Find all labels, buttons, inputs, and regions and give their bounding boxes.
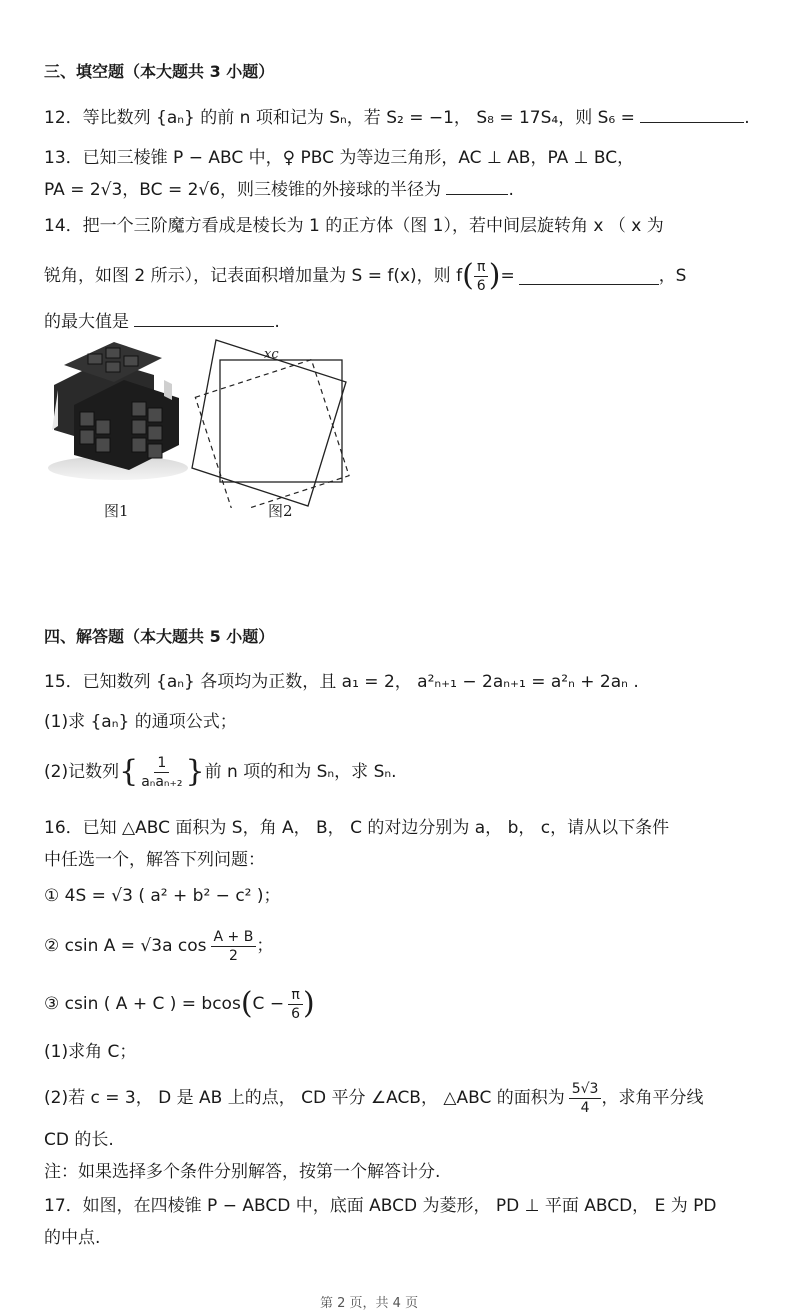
q16-part2-b: ，求角平分线 <box>601 1088 704 1108</box>
figure-1-caption: 图1 <box>104 502 129 520</box>
q16-part2-fraction <box>569 1080 602 1117</box>
q13-answer-blank <box>446 178 508 195</box>
q14-frac-den: 6 <box>476 277 486 294</box>
figure-2-caption: 图2 <box>268 502 293 520</box>
question-13-line1: 13．已知三棱锥 P − ABC 中，♀ PBC 为等边三角形，AC ⊥ AB，PA ⊥ BC， <box>44 148 635 168</box>
figure-1-rubiks-cube <box>44 340 192 482</box>
question-12: 12．等比数列 {aₙ} 的前 n 项和记为 Sₙ，若 S₂ = −1， S₈ = 17S₄，则 S₆ = . <box>44 108 750 128</box>
question-16-part1: (1)求角 C； <box>44 1042 137 1062</box>
question-17-line2: 的中点. <box>44 1228 101 1248</box>
q15-frac-num: 1 <box>154 754 169 773</box>
q15-fraction <box>138 754 185 791</box>
q15-part2-b: 前 n 项的和为 Sₙ，求 Sₙ. <box>204 762 397 782</box>
q14-text-b: = <box>500 266 515 286</box>
question-16-condition-3 <box>44 982 315 1026</box>
question-16-note: 注：如果选择多个条件分别解答，按第一个解答计分. <box>44 1162 441 1182</box>
q16-cond2-den: 2 <box>228 947 238 964</box>
q14-text-c: ，S <box>658 266 687 286</box>
q14-left-paren: ( <box>462 258 474 293</box>
question-16-part2 <box>44 1076 703 1120</box>
q14-answer-blank-1 <box>519 268 659 285</box>
q16-cond3-num: π <box>288 986 302 1005</box>
question-16-part2-cont: CD 的长. <box>44 1130 114 1150</box>
q15-part2-a: (2)记数列 <box>44 762 120 782</box>
question-15-part1: (1)求 {aₙ} 的通项公式； <box>44 712 237 732</box>
question-17-line1: 17．如图，在四棱锥 P − ABCD 中，底面 ABCD 为菱形， PD ⊥ 平面 ABCD， E 为 PD <box>44 1196 717 1216</box>
question-15-part2 <box>44 750 397 794</box>
q16-part2-den: 4 <box>580 1099 590 1116</box>
question-16-condition-1: ① 4S = √3 ( a² + b² − c² )； <box>44 886 281 906</box>
q12-answer-blank <box>640 106 744 123</box>
q14-text-3: 的最大值是 <box>44 312 129 332</box>
q14-text-a: 锐角，如图 2 所示），记表面积增加量为 S = f(x)，则 f <box>44 266 463 286</box>
figure-2-rotated-square <box>190 338 352 508</box>
question-13-line2: PA = 2√3，BC = 2√6，则三棱锥的外接球的半径为 . <box>44 180 514 200</box>
q16-cond2-a: ② csin A = √3a cos <box>44 936 207 956</box>
q16-part2-a: (2)若 c = 3， D 是 AB 上的点， CD 平分 ∠ACB， △ABC 的面积为 <box>44 1088 565 1108</box>
q15-frac-den: aₙaₙ₊₂ <box>141 773 183 790</box>
section-title-problems: 四、解答题（本大题共 5 小题） <box>44 627 275 646</box>
question-16-condition-2 <box>44 924 273 968</box>
question-16-line1: 16．已知 △ABC 面积为 S，角 A， B， C 的对边分别为 a， b， c，请从以下条件 <box>44 818 670 838</box>
q15-right-brace: } <box>185 754 205 789</box>
q16-part2-num: 5√3 <box>569 1080 602 1099</box>
q14-answer-blank-2 <box>134 310 274 327</box>
q16-cond3-den: 6 <box>291 1005 300 1022</box>
q16-cond2-num: A + B <box>211 928 257 947</box>
q16-cond3-left-paren: ( <box>240 986 253 1021</box>
question-14-line1: 14．把一个三阶魔方看成是棱长为 1 的正方体（图 1），若中间层旋转角 x （ x 为 <box>44 216 664 236</box>
question-14-line3: 的最大值是 . <box>44 312 280 332</box>
question-15-line1: 15．已知数列 {aₙ} 各项均为正数，且 a₁ = 2， a²ₙ₊₁ − 2aₙ₊₁ = a²ₙ + 2aₙ . <box>44 672 639 692</box>
q16-cond3-b: C − <box>252 994 285 1014</box>
q16-cond3-right-paren: ) <box>303 986 315 1021</box>
q14-right-paren: ) <box>488 258 501 293</box>
figure-2-angle-label: xc <box>264 347 279 362</box>
q12-text: 12．等比数列 {aₙ} 的前 n 项和记为 Sₙ，若 S₂ = −1， S₈ = 17S₄，则 S₆ = <box>44 108 635 128</box>
q16-cond3-fraction <box>288 986 303 1023</box>
page-footer: 第 2 页，共 4 页 <box>320 1296 419 1311</box>
q13-text: PA = 2√3，BC = 2√6，则三棱锥的外接球的半径为 <box>44 180 442 200</box>
question-16-line2: 中任选一个，解答下列问题： <box>44 850 265 870</box>
q14-fraction <box>474 258 489 295</box>
section-title-fill-blank: 三、填空题（本大题共 3 小题） <box>44 62 275 81</box>
q16-cond3-a: ③ csin ( A + C ) = bcos <box>44 994 241 1014</box>
q16-cond2-fraction <box>211 928 257 965</box>
question-14-line2 <box>44 256 686 296</box>
q15-left-brace: { <box>119 754 139 789</box>
q14-frac-num: π <box>474 258 488 277</box>
q16-cond2-b: ； <box>256 936 274 956</box>
